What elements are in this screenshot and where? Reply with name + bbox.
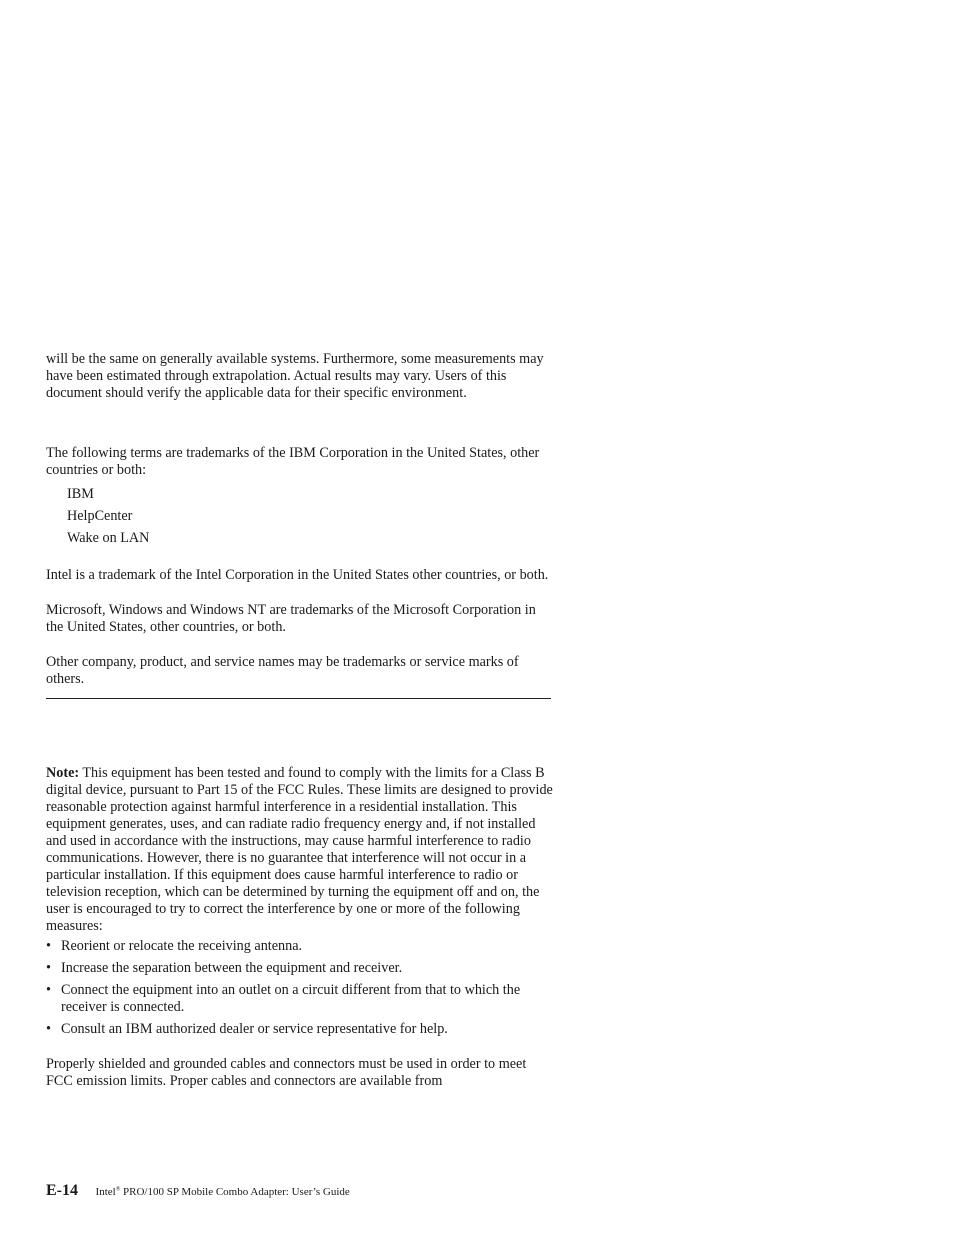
list-item: • Connect the equipment into an outlet on a circuit different from that to which the receiver is connected. xyxy=(46,982,521,1015)
list-item: • Increase the separation between the equipment and receiver. xyxy=(46,960,403,976)
trademark-list xyxy=(46,483,556,549)
trademarks-intro: The following terms are trademarks of the IBM Corporation in the United States, other countries or both: xyxy=(46,445,540,478)
fcc-note xyxy=(46,765,556,1090)
list-item: • Consult an IBM authorized dealer or service representative for help. xyxy=(46,1021,448,1037)
bullet-icon: • xyxy=(46,960,51,976)
page-number: E-14 xyxy=(46,1181,78,1199)
bullet-icon: • xyxy=(46,1021,51,1037)
microsoft-trademark: Microsoft, Windows and Windows NT are trademarks of the Microsoft Corporation in the United States, other countries, or both. xyxy=(46,602,536,635)
note-label: Note: xyxy=(46,765,80,781)
page-footer xyxy=(46,1181,350,1201)
trademark-item: Wake on LAN xyxy=(67,530,150,546)
bullet-icon: • xyxy=(46,982,51,998)
fcc-note-paragraph xyxy=(46,765,556,935)
intel-trademark: Intel is a trademark of the Intel Corporation in the United States other countries, or both. xyxy=(46,567,549,583)
cables-paragraph: Properly shielded and grounded cables and connectors must be used in order to meet FCC emission limits. Proper cables and connectors are available from xyxy=(46,1056,527,1089)
intro-paragraph: will be the same on generally available systems. Furthermore, some measurements may have been estimated through extrapolation. Actual results may vary. Users of this document should verify the applicable data for their specific environment. xyxy=(46,351,544,401)
measures-list xyxy=(46,938,556,1038)
note-text: This equipment has been tested and found to comply with the limits for a Class B digital device, pursuant to Part 15 of the FCC Rules. These limits are designed to provide reasonable protection against harmful interference in a residential installation. This equipment generates, uses, and can radiate radio frequency energy and, if not installed and used in accordance with the instructions, may cause harmful interference to radio communications. However, there is no guarantee that interference will not occur in a particular installation. If this equipment does cause harmful interference to radio or television reception, which can be determined by turning the equipment off and on, the user is encouraged to try to correct the interference by one or more of the following measures: xyxy=(46,765,553,934)
running-title: Intel® PRO/100 SP Mobile Combo Adapter: User’s Guide xyxy=(95,1185,350,1198)
bullet-icon: • xyxy=(46,938,51,954)
other-trademarks: Other company, product, and service names may be trademarks or service marks of others. xyxy=(46,654,519,687)
section-divider xyxy=(46,698,551,699)
page-content xyxy=(46,351,556,1090)
list-item: • Reorient or relocate the receiving antenna. xyxy=(46,938,303,954)
trademark-item: HelpCenter xyxy=(67,508,133,524)
registered-mark: ® xyxy=(115,1186,121,1192)
trademark-item: IBM xyxy=(67,486,94,502)
